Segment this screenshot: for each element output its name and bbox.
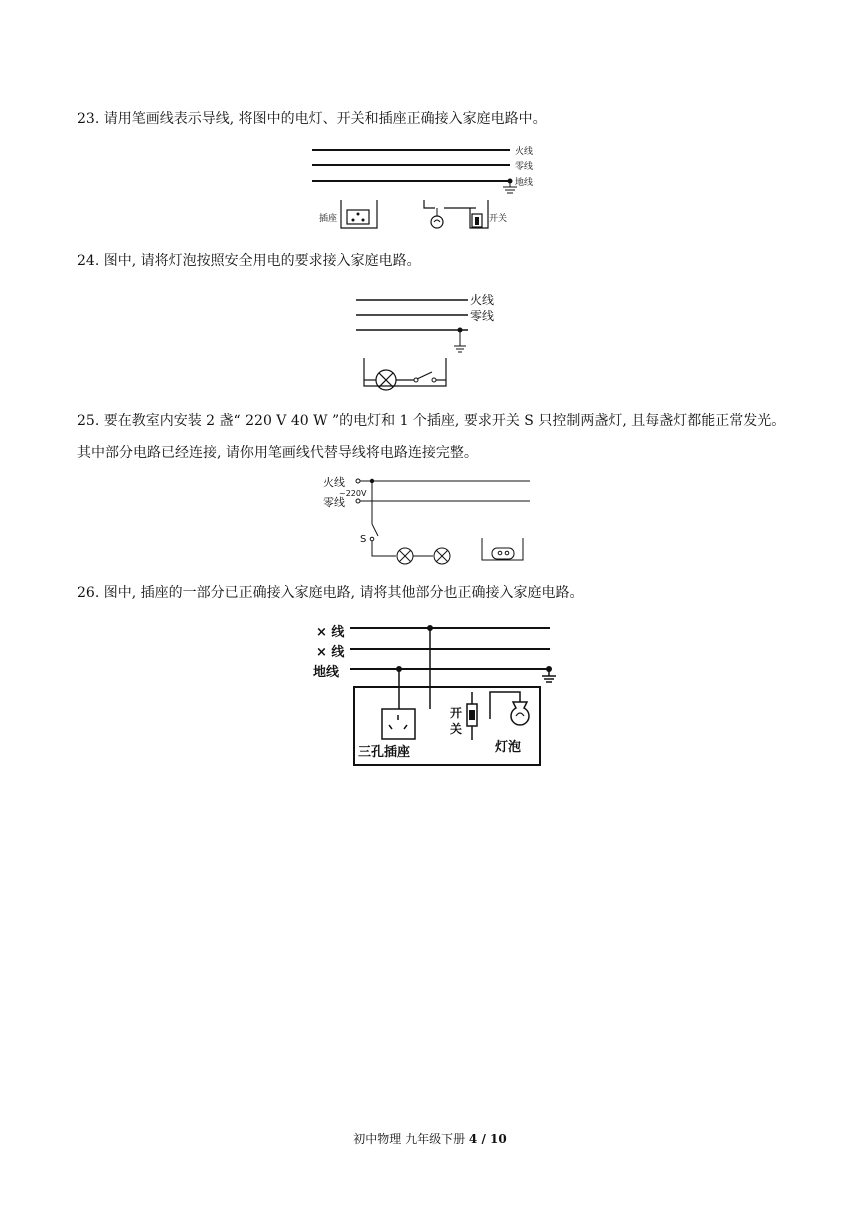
circuit-diagram-24 [350, 288, 520, 393]
ground-wire-label: 地线 [313, 665, 340, 680]
switch-label-1: 开 [450, 706, 463, 720]
voltage-label: ~220V [339, 489, 367, 498]
circuit-diagram-23 [300, 140, 550, 235]
question-text: 图中, 插座的一部分已正确接入家庭电路, 请将其他部分也正确接入家庭电路。 [103, 585, 584, 601]
socket-icon [341, 200, 377, 228]
question-number: 24. [77, 253, 100, 269]
circuit-diagram-26 [310, 616, 560, 771]
switch-icon [467, 704, 477, 726]
bulb-icon [431, 208, 443, 228]
neutral-wire-label: 零线 [515, 162, 534, 172]
bulb-label: 灯泡 [495, 740, 522, 755]
socket-icon [382, 709, 415, 739]
question-23 [77, 109, 547, 129]
page-number: 4 / 10 [468, 1132, 507, 1146]
bulb-icon [511, 702, 529, 725]
live-wire-label: 火线 [515, 147, 534, 157]
question-number: 23. [77, 111, 100, 127]
question-text: 请用笔画线表示导线, 将图中的电灯、开关和插座正确接入家庭电路中。 [103, 111, 547, 127]
live-wire-label: 火线 [470, 293, 495, 307]
socket-label: 插座 [319, 214, 338, 224]
switch-label: 开关 [489, 214, 508, 224]
circuit-diagram-25 [320, 472, 540, 567]
question-number: 26. [77, 585, 100, 601]
page-footer [0, 1130, 860, 1147]
question-25 [77, 405, 787, 469]
neutral-wire-label: 零线 [470, 309, 495, 323]
ground-wire-label: 地线 [515, 178, 534, 188]
lamp-icon [397, 548, 413, 564]
switch-label-2: 关 [450, 722, 463, 736]
lamp-icon [376, 370, 396, 390]
neutral-wire-label: 零线 [323, 496, 345, 509]
socket-label: 三孔插座 [358, 745, 411, 760]
question-text: 要在教室内安装 2 盏“ 220 V 40 W ”的电灯和 1 个插座, 要求开关 S 只控制两盏灯, 且每盏灯都能正常发光。其中部分电路已经连接, 请你用笔画线代替导线将电路连接完整。 [77, 413, 786, 461]
switch-icon [472, 214, 482, 227]
switch-icon [414, 372, 436, 382]
wire-1-label: × 线 [316, 625, 345, 640]
lamp-icon [434, 548, 450, 564]
question-number: 25. [77, 413, 100, 429]
live-wire-label: 火线 [323, 476, 345, 489]
switch-s-label: S [360, 534, 367, 545]
socket-icon [492, 548, 514, 559]
question-text: 图中, 请将灯泡按照安全用电的要求接入家庭电路。 [103, 253, 421, 269]
question-26 [77, 583, 584, 603]
question-24 [77, 251, 421, 271]
footer-subject: 初中物理 九年级下册 [353, 1132, 466, 1146]
wire-2-label: × 线 [316, 645, 345, 660]
